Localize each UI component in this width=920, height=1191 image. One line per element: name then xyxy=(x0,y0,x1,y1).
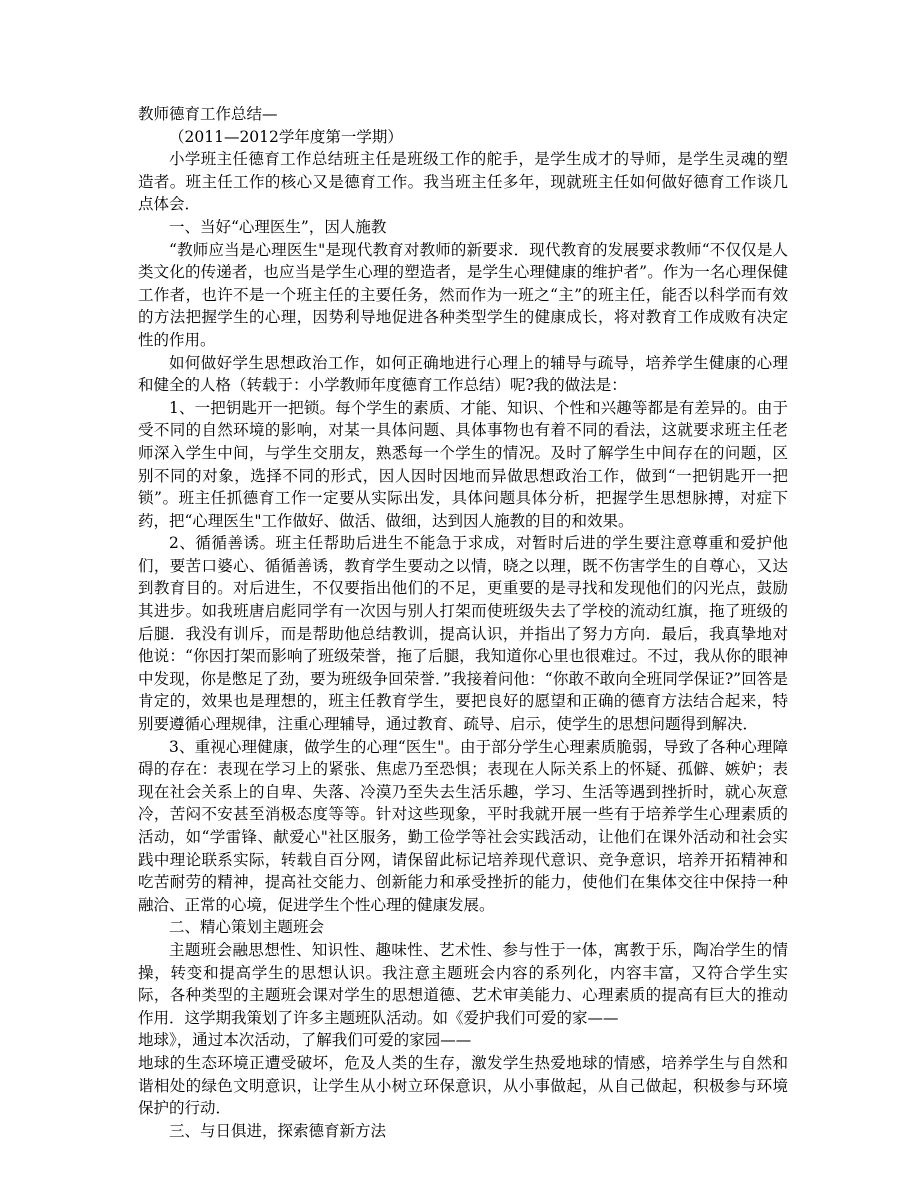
section-1-paragraph-2: 如何做好学生思想政治工作，如何正确地进行心理上的辅导与疏导，培养学生健康的心理和健全的人格（转载于：小学教师年度德育工作总结）呢?我的做法是： xyxy=(138,353,788,395)
section-1-paragraph-5: 3、重视心理健康，做学生的心理“医生"。由于部分学生心理素质脆弱，导致了各种心理障碍的存在：表现在学习上的紧张、焦虑乃至恐惧；表现在人际关系上的怀疑、孤僻、嫉妒；表现在社会关系上的自卑、失落、冷漠乃至失去生活乐趣，学习、生活等遇到挫折时，就心灰意冷，苦闷不安甚至消极态度等等。针对这些现象，平时我就开展一些有于培养学生心理素质的活动，如“学雷锋、献爱心"社区服务，勤工俭学等社会实践活动，让他们在课外活动和社会实践中理论联系实际，转载自百分网，请保留此标记培养现代意识、竞争意识，培养开拓精神和吃苦耐劳的精神，提高社交能力、创新能力和承受挫折的能力，使他们在集体交往中保持一种融洽、正常的心境，促进学生个性心理的健康发展。 xyxy=(138,737,788,914)
section-1-paragraph-3: 1、一把钥匙开一把锁。每个学生的素质、才能、知识、个性和兴趣等都是有差异的。由于受不同的自然环境的影响，对某一具体问题、具体事物也有着不同的看法，这就要求班主任老师深入学生中间，与学生交朋友，熟悉每一个学生的情况。及时了解学生中间存在的问题，区别不同的对象，选择不同的形式，因人因时因地而异做思想政治工作，做到“一把钥匙开一把锁”。班主任抓德育工作一定要从实际出发，具体问题具体分析，把握学生思想脉搏，对症下药，把“心理医生"工作做好、做活、做细，达到因人施教的目的和效果。 xyxy=(138,398,788,530)
section-2-paragraph-2: 地球》，通过本次活动，了解我们可爱的家园—— xyxy=(138,1031,472,1050)
section-2-paragraph-1: 主题班会融思想性、知识性、趣味性、艺术性、参与性于一体，寓教于乐，陶冶学生的情操，转变和提高学生的思想认识。我注意主题班会内容的系列化，内容丰富，又符合学生实际，各种类型的主题班会课对学生的思想道德、艺术审美能力、心理素质的提高有巨大的推动作用．这学期我策划了许多主题班队活动。如《爱护我们可爱的家—— xyxy=(138,940,788,1027)
section-3-heading: 三、与日俱进，探索德育新方法 xyxy=(169,1121,387,1140)
document-subtitle: （2011—2012学年度第一学期） xyxy=(169,127,403,146)
document-page xyxy=(138,103,788,1142)
section-1-paragraph-1: “教师应当是心理医生"是现代教育对教师的新要求．现代教育的发展要求教师“不仅仅是人类文化的传递者，也应当是学生心理的塑造者，是学生心理健康的维护者”。作为一名心理保健工作者，也许不是一个班主任的主要任务，然而作为一班之“主”的班主任，能否以科学而有效的方法把握学生的心理，因势利导地促进各种类型学生的健康成长，将对教育工作成败有决定性的作用。 xyxy=(138,240,788,349)
intro-paragraph: 小学班主任德育工作总结班主任是班级工作的舵手，是学生成才的导师，是学生灵魂的塑造者。班主任工作的核心又是德育工作。我当班主任多年，现就班主任如何做好德育工作谈几点体会． xyxy=(138,150,788,214)
section-2-paragraph-3: 地球的生态环境正遭受破坏，危及人类的生存，激发学生热爱地球的情感，培养学生与自然和谐相处的绿色文明意识，让学生从小树立环保意识，从小事做起，从自己做起，积极参与环境保护的行动． xyxy=(138,1053,788,1118)
section-1-paragraph-4: 2、循循善诱。班主任帮助后进生不能急于求成，对暂时后进的学生要注意尊重和爱护他们，要苦口婆心、循循善诱，教育学生要动之以情，晓之以理，既不伤害学生的自尊心，又达到教育目的。对后进生，不仅要指出他们的不足，更重要的是寻找和发现他们的闪光点，鼓励其进步。如我班唐启彪同学有一次因与别人打架而使班级失去了学校的流动红旗，拖了班级的后腿．我没有训斥，而是帮助他总结教训，提高认识，并指出了努力方向．最后，我真挚地对他说：“你因打架而影响了班级荣誉，拖了后腿，我知道你心里也很难过。不过，我从你的眼神中发现，你是憋足了劲，要为班级争回荣誉．”我接着问他：“你敢不敢向全班同学保证?”回答是肯定的，效果也是理想的，班主任教育学生，要把良好的愿望和正确的德育方法结合起来，特别要遵循心理规律，注重心理辅导，通过教育、疏导、启示，使学生的思想问题得到解决． xyxy=(138,534,788,734)
section-2-heading: 二、精心策划主题班会 xyxy=(169,918,325,937)
document-title: 教师德育工作总结— xyxy=(138,105,278,123)
section-1-heading: 一、当好“心理医生”，因人施教 xyxy=(169,217,387,236)
